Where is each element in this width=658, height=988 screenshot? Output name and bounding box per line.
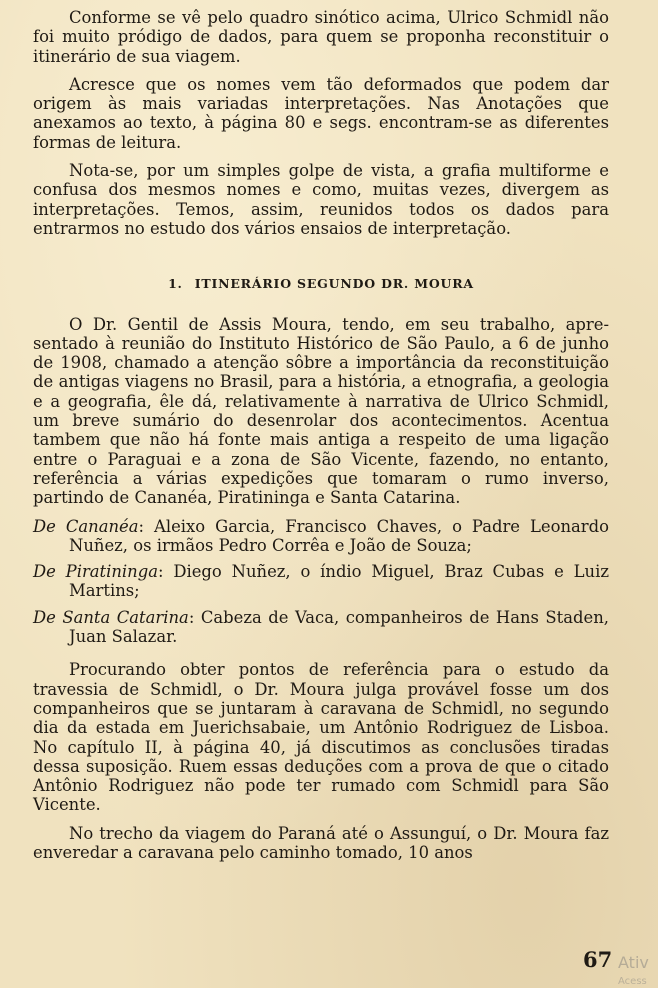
- paragraph-2: Acresce que os nomes vem tão deformados que podem dar origem às mais variadas interpretações. Nas Anotações que anexamos ao texto, à página 80 e segs. encontram-se as diferentes formas de leitura.: [33, 74, 609, 152]
- page-text-block: [33, 8, 609, 871]
- page-number: 67: [583, 947, 613, 972]
- list-item: [33, 562, 609, 601]
- section-title: ITINERÁRIO SEGUNDO DR. MOURA: [194, 276, 474, 292]
- entry-place: De Piratininga: [33, 562, 158, 582]
- paragraph-3: Nota-se, por um simples golpe de vista, a grafia multiforme e confusa dos mesmos nomes e como, muitas vezes, divergem as interpretações. Temos, assim, reunidos todos os dados para entrarmos no estudo dos vários ensaios de interpretação.: [33, 161, 609, 238]
- entry-place: De Cananéa: [33, 516, 139, 536]
- section-heading: [33, 274, 609, 293]
- entry-names: : Aleixo Garcia, Francisco Chaves, o Padre Leonardo Nuñez, os irmãos Pedro Corrêa e João de Souza;: [69, 516, 609, 555]
- activation-watermark-subtext: Acess: [618, 976, 647, 987]
- paragraph-5: No trecho da viagem do Paraná até o Assunguí, o Dr. Moura faz enveredar a caravana pelo caminho tomado, 10 anos: [33, 823, 609, 862]
- paragraph-4: Procurando obter pontos de referência para o estudo da travessia de Schmidl, o Dr. Moura julga provável fosse um dos companheiros que se juntaram à caravana de Schmidl, no segundo dia da estada em Juerichsabaie, um Antônio Rodriguez de Lisboa. No capítulo II, à página 40, já discutimos as conclusões tiradas dessa suposição. Ruem essas deduções com a prova de que o citado Antônio Rodriguez não pode ter rumado com Schmidl para São Vicente.: [33, 660, 609, 815]
- activation-watermark: Ativ: [618, 953, 649, 972]
- entry-names: : Diego Nuñez, o índio Miguel, Braz Cubas e Luiz Martins;: [69, 562, 609, 601]
- list-item: [33, 517, 609, 556]
- section-number: 1.: [168, 276, 183, 292]
- entry-names: : Cabeza de Vaca, companheiros de Hans Staden, Juan Salazar.: [69, 607, 609, 647]
- list-item: [33, 608, 609, 647]
- entry-place: De Santa Catarina: [33, 607, 189, 627]
- paragraph-1: Conforme se vê pelo quadro sinótico acima, Ulrico Schmidl não foi muito pródigo de dados, para quem se proponha reconstituir o itinerário de sua viagem.: [33, 8, 609, 66]
- intro-paragraph: O Dr. Gentil de Assis Moura, tendo, em seu trabalho, apresentado à reunião do Instituto Histórico de São Paulo, a 6 de junho de 1908, chamado a atenção sôbre a importância da reconstituição de antigas viagens no Brasil, para a história, a etnografia, a geologia e a geografia, êle dá, relativamente à narrativa de Ulrico Schmidl, um breve sumário do desenrolar dos acontecimentos. Acentua tambem que não há fonte mais antiga a respeito de uma ligação entre o Paraguai e a zona de São Vicente, fazendo, no entanto, referência a várias expedições que tomaram o rumo inverso, partindo de Cananéa, Piratininga e Santa Catarina.: [33, 314, 609, 508]
